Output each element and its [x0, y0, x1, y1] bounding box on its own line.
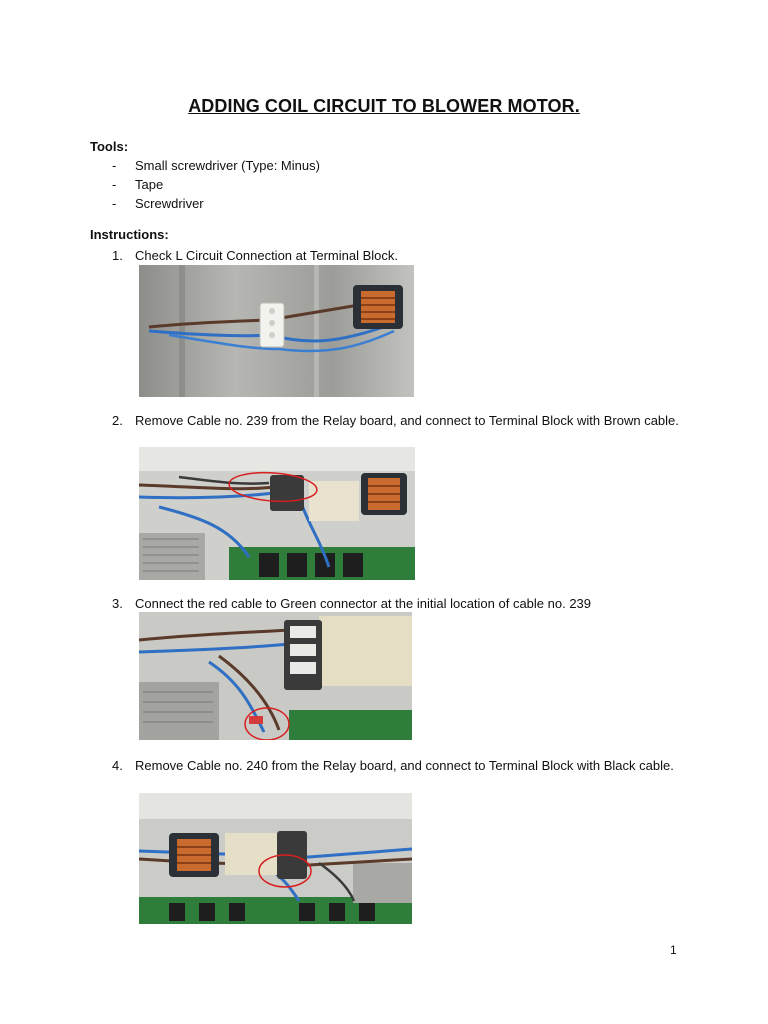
step-text: Remove Cable no. 240 from the Relay board, and connect to Terminal Block with Black cable. — [135, 758, 674, 773]
step-number: 1. — [112, 248, 123, 263]
bullet-dash: - — [112, 177, 117, 192]
step-text: Connect the red cable to Green connector at the initial location of cable no. 239 — [135, 596, 592, 611]
instructions-heading: Instructions: — [90, 227, 169, 242]
step-number: 4. — [112, 758, 123, 773]
step-4-photo — [139, 793, 412, 924]
page-number: 1 — [670, 943, 677, 957]
step-number: 3. — [112, 596, 123, 611]
step-text: Remove Cable no. 239 from the Relay board, and connect to Terminal Block with Brown cable. — [135, 413, 679, 428]
tool-item-text: Tape — [135, 177, 164, 192]
step-3-photo — [139, 612, 412, 740]
tool-item-text: Small screwdriver (Type: Minus) — [135, 158, 320, 173]
document-title: ADDING COIL CIRCUIT TO BLOWER MOTOR. — [188, 96, 580, 116]
step-number: 2. — [112, 413, 123, 428]
bullet-dash: - — [112, 158, 117, 173]
tools-heading: Tools: — [90, 139, 129, 154]
step-2-photo — [139, 447, 415, 580]
tool-item-text: Screwdriver — [135, 196, 204, 211]
step-text: Check L Circuit Connection at Terminal Block. — [135, 248, 399, 263]
step-1-photo — [139, 265, 414, 397]
bullet-dash: - — [112, 196, 117, 211]
